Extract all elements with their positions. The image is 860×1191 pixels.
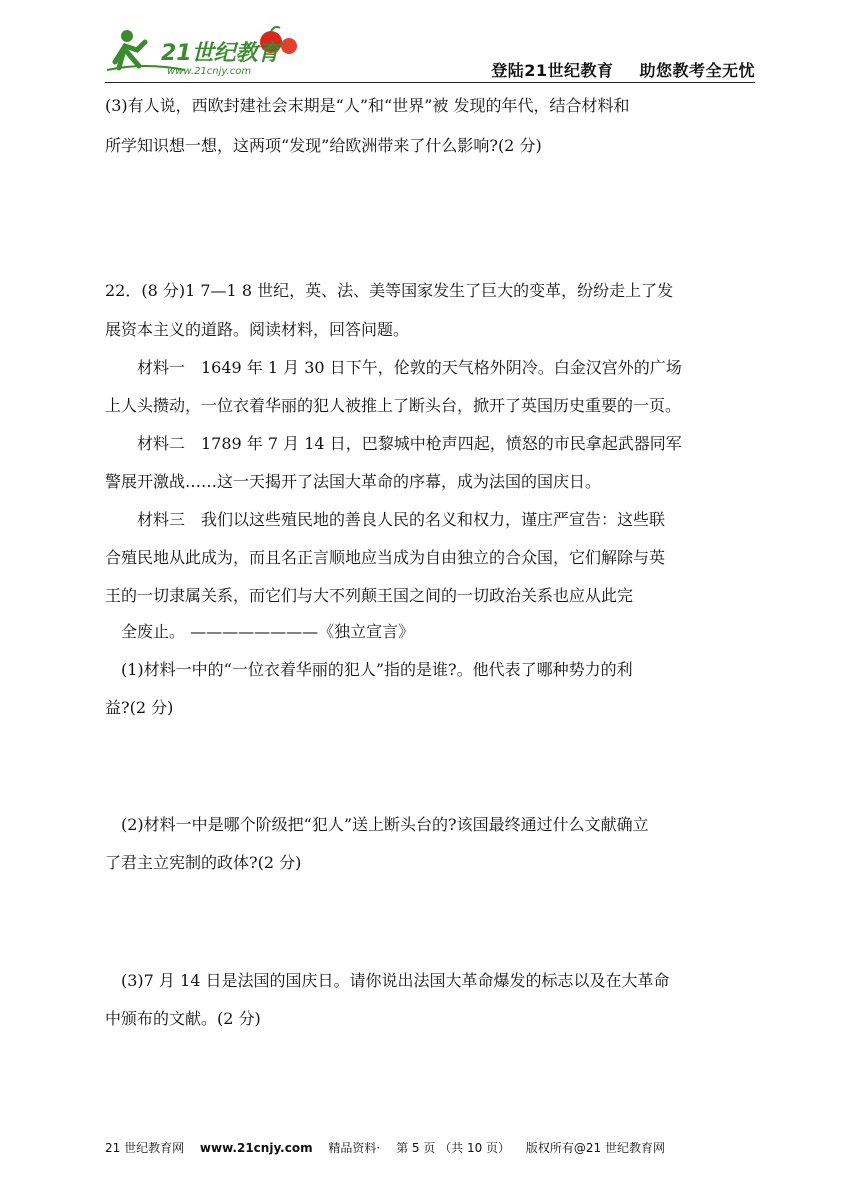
material3-line4: 全废止。 ————————《独立宣言》 [121,622,415,641]
q22-intro-line2: 展资本主义的道路。阅读材料，回答问题。 [105,320,410,339]
q22-part1-line2: 益?(2 分) [105,698,174,717]
q22-part2-line2: 了君主立宪制的政体?(2 分) [105,853,302,872]
material3-line1: 材料三 我们以这些殖民地的善良人民的名义和权力，谨庄严宣告：这些联 [137,510,666,529]
footer-label: 精品资料· [328,1141,381,1155]
header-slogan [491,58,755,81]
footer-site: 21 世纪教育网 [105,1141,185,1155]
q22-intro-line1: 22．(8 分)1 7—1 8 世纪，英、法、美等国家发生了巨大的变革，纷纷走上了发 [105,281,674,300]
footer-copyright: 版权所有@21 世纪教育网 [525,1141,665,1155]
page-header [105,22,755,84]
slogan-right: 助您教考全无忧 [639,61,755,80]
q22-part3-line2: 中颁布的文献。(2 分) [105,1009,261,1028]
page-footer [105,1139,755,1156]
footer-url[interactable]: www.21cnjy.com [199,1141,313,1155]
q21-part3-line2: 所学知识想一想，这两项“发现”给欧洲带来了什么影响?(2 分) [105,136,542,155]
material1-line1: 材料一 1649 年 1 月 30 日下午，伦敦的天气格外阴冷。白金汉宫外的广场 [137,358,682,377]
material2-line1: 材料二 1789 年 7 月 14 日，巴黎城中枪声四起，愤怒的市民拿起武器同军 [137,434,682,453]
q22-part3-line1: (3)7 月 14 日是法国的国庆日。请你说出法国大革命爆发的标志以及在大革命 [121,971,670,990]
slogan-left: 登陆21世纪教育 [491,61,614,80]
material2-line2: 警展开激战……这一天揭开了法国大革命的序幕，成为法国的国庆日。 [105,472,602,491]
logo-url: www.21cnjy.com [167,66,252,77]
q21-part3-line1: (3)有人说，西欧封建社会末期是“人”和“世界”被 发现的年代，结合材料和 [105,96,630,115]
logo-21cnjy [105,22,305,82]
header-divider [105,82,755,83]
material3-line2: 合殖民地从此成为，而且名正言顺地应当成为自由独立的合众国，它们解除与英 [105,548,666,567]
logo-text: 21世纪教育 [161,41,280,66]
q22-part2-line1: (2)材料一中是哪个阶级把“犯人”送上断头台的?该国最终通过什么文献确立 [121,815,649,834]
material1-line2: 上人头攒动，一位衣着华丽的犯人被推上了断头台，掀开了英国历史重要的一页。 [105,396,682,415]
material3-line3: 王的一切隶属关系，而它们与大不列颠王国之间的一切政治关系也应从此完 [105,586,634,605]
footer-page-number: 第 5 页 （共 10 页） [396,1141,511,1155]
q22-part1-line1: (1)材料一中的“一位衣着华丽的犯人”指的是谁?。他代表了哪种势力的利 [121,660,633,679]
